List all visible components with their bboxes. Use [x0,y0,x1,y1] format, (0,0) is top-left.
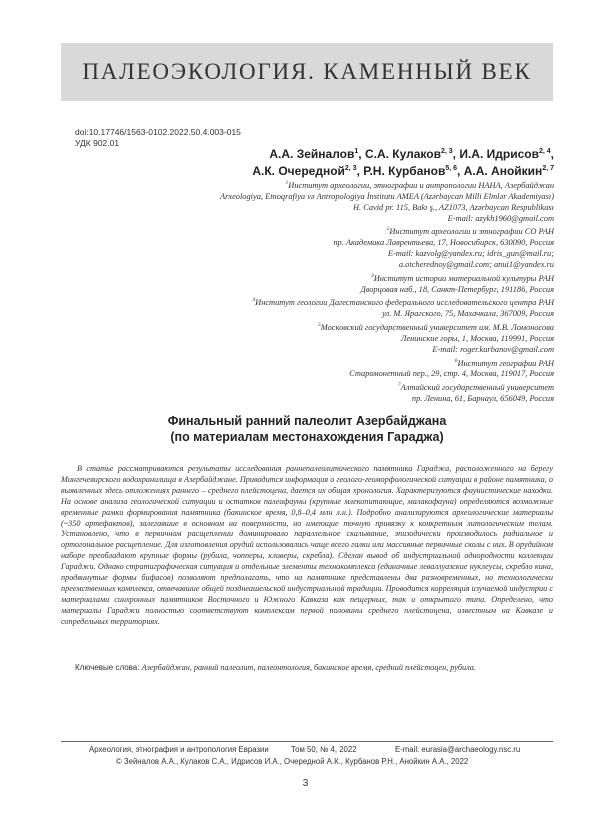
article-title [60,414,554,445]
abstract: В статье рассматриваются результаты исследования раннепалеолитического памятника Гараджа, расположенного на берегу Мингечевирского водохранилища в Азербайджане. Приводится информация о геолого-геоморфологической ситуации в районе памятника, о выявленных здесь отложениях раннего – среднего плейстоцена, дается их общая хронология. Характеризуются фаунистические находки. На основе анализа геологической ситуации и остатков палеофауны (крупные млекопитающие, малакофауна) определяются возможные временные рамки формирования памятника (бакинское время, 0,8–0,4 млн л.н.). Подробно анализируются археологические материалы (~350 артефактов), залегавшие в основном на поверхности, но имеющие точную привязку к конкретным литологическим телам. Установлено, что в первичном расщеплении доминировало параллельное скалывание, эпизодически производилось радиальное и ортогональное расщепление. Для изготовления орудий использовались чаще всего галки или массивные первичные сколы с них. В орудийном наборе преобладают крупные формы (рубила, чопперы, кливеры, скребла). Сделан вывод об индустриальной однородности коллекции Гараджи. Однако стратиграфическая ситуация и отдельные элементы технокомплекса (единичные леваллуазские нуклеусы, скребло кина, продвинутые формы бифасов) позволяют предполагать, что на памятнике представлены два разновременных, но технологически преемственных комплекса, отвечавшие общей позднеашельской индустриальной традиции. Проводится корреляция изучаемой индустрии с материалами синхронных памятников Восточного и Южного Кавказа как пещерных, так и открытого типа. Определено, что материалы Гараджи полностью соответствуют комплексам первой половины среднего плейстоцена, известным на Кавказе и сопредельных территориях. [61,464,553,626]
section-title: ПАЛЕОЭКОЛОГИЯ. КАМЕННЫЙ ВЕК [82,59,532,84]
article-title-line-1: Финальный ранний палеолит Азербайджана [167,414,447,428]
author-name: С.А. Кулаков [364,147,441,161]
affiliations [84,178,554,405]
affiliation-5-title [84,320,554,334]
affiliation-1-address: H. Cavid pr. 115, Bakı ş., AZ1073, Azərbaycan Respublikası [353,202,554,212]
author-affiliation-sup: 2, 4 [538,148,551,155]
footer-email: E-mail: eurasia@archaeology.nsc.ru [395,745,521,754]
affiliation-text: Алтайский государственный университет [400,382,554,392]
author-separator: , [457,164,464,178]
affiliation-6-address: Старомонетный пер., 29, стр. 4, Москва, 119017, Россия [349,369,554,379]
affiliation-text: Институт археологии и этнографии СО РАН [389,227,554,237]
author-name: А.К. Очередной [252,164,345,178]
affiliation-1-email: E-mail: azykh1960@gmail.com [447,213,554,223]
keywords [75,663,555,672]
author-affiliation-sup: 2, 3 [344,165,357,172]
affiliation-7-title [84,380,554,394]
authors-line-2 [252,161,554,180]
keywords-text: Азербайджан, ранний палеолит, палеонтология, бакинское время, средний плейстоцен, рубила. [141,663,476,672]
affiliation-text: Институт географии РАН [457,358,554,368]
affiliation-2-address: пр. Академика Лаврентьева, 17, Новосибирск, 630090, Россия [333,238,554,248]
affiliation-7-address: пр. Ленина, 61, Барнаул, 656049, Россия [411,393,554,403]
doi: doi:10.17746/1563-0102.2022.50.4.003-015 [75,127,241,137]
author-name: И.А. Идрисов [459,147,539,161]
affiliation-sup: 5 [318,322,321,329]
footer-divider [61,741,553,742]
affiliation-4-address: ул. М. Ярагского, 75, Махачкала, 367009, Россия [382,309,554,319]
affiliation-2-email-1: E-mail: kazvolg@yandex.ru; idris_gun@mail.ru; [387,249,554,259]
keywords-label: Ключевые слова: [75,663,140,672]
affiliation-4-title [84,295,554,309]
author-separator: , [550,147,554,161]
author-affiliation-sup: 2, 7 [542,165,554,172]
affiliation-text: Институт истории материальной культуры РАН [373,273,554,283]
article-title-line-2: (по материалам местонахождения Гараджа) [170,429,444,444]
author-affiliation-sup: 5, 6 [445,165,458,172]
authors-line-1 [269,144,554,163]
footer-copyright: © Зейналов А.А., Кулаков С.А., Идрисов И.А., Очередной А.К., Курбанов Р.Н., Анойкин А.А., 2022 [116,757,469,766]
author-affiliation-sup: 2, 3 [440,148,453,155]
affiliation-5-address: Ленинские горы, 1, Москва, 119991, Россия [400,333,554,343]
affiliation-text: Московский государственный университет им. М.В. Ломоносова [320,322,554,332]
affiliation-6-title [84,356,554,370]
udk: УДК 902.01 [75,138,120,148]
affiliation-sup: 4 [252,297,256,304]
affiliation-5-email: E-mail: roger.kurbanov@gmail.com [432,344,554,354]
author-affiliation-sup: 1 [354,148,359,155]
affiliation-3-address: Дворцовая наб., 18, Санкт-Петербург, 191186, Россия [360,284,554,294]
affiliation-sup: 2 [386,226,390,233]
section-header-band [61,43,553,101]
author-name: Р.Н. Курбанов [363,164,446,178]
affiliation-1-title [84,178,554,192]
affiliation-2-email-2: a.otcherednoy@gmail.com; anui1@yandex.ru [398,259,554,269]
footer-volume: Том 50, № 4, 2022 [291,745,357,754]
footer-journal: Археология, этнография и антропология Евразии [89,745,269,754]
author-separator: , [452,147,460,161]
page-number: 3 [302,778,309,789]
affiliation-3-title [84,271,554,285]
affiliation-sup: 1 [285,180,289,186]
author-separator: , [358,147,365,161]
author-separator: , [356,164,364,178]
affiliation-sup: 3 [370,272,374,279]
author-name: А.А. Анойкин [463,164,543,178]
affiliation-sup: 7 [397,382,401,389]
affiliation-2-title [84,224,554,238]
affiliation-text: Институт геологии Дагестанского федерального исследовательского центра РАН [255,298,554,308]
author-name: А.А. Зейналов [269,147,355,161]
affiliation-text: Институт археологии, этнографии и антропологии НАНА, Азербайджан [288,180,554,190]
affiliation-sup: 6 [454,357,458,364]
affiliation-1-local-name: Arxeologiya, Etnoqrafiya və Antropologiya İnstitutu AMEA (Azərbaycan Milli Elmlər Akademiyası) [219,191,554,201]
